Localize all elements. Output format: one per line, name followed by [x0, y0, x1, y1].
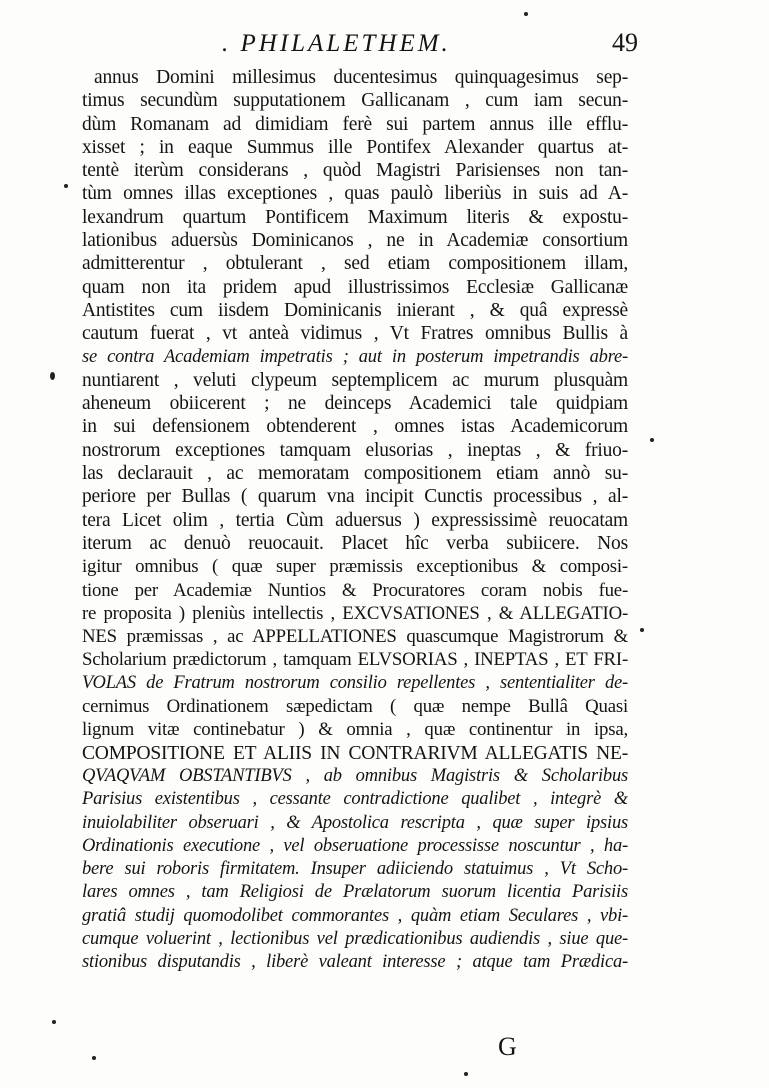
text-line: Ordinationis executione , vel obseruatione processisse noscuntur , ha-: [82, 835, 628, 856]
text-line: stionibus disputandis , liberè valeant interesse ; atque tam Prædica-: [82, 952, 628, 973]
text-line: lignum vitæ continebatur ) & omnia , quæ continentur in ipsa,: [82, 719, 628, 741]
text-line: aheneum obiicerent ; ne deinceps Academici tale quidpiam: [82, 393, 628, 415]
text-line: nuntiarent , veluti clypeum septemplicem ac murum plusquàm: [82, 369, 628, 391]
running-head: . PHILALETHEM.: [222, 30, 451, 57]
text-line: nostrorum exceptiones tamquam elusorias , ineptas , & friuo-: [82, 439, 628, 461]
text-line: xisset ; in eaque Summus ille Pontifex Alexander quartus at-: [82, 136, 628, 158]
text-line: dùm Romanam ad dimidiam ferè sui partem annus ille efflu-: [82, 113, 628, 135]
text-line: re proposita ) pleniùs intellectis , EXCVSATIONES , & ALLEGATIO-: [82, 602, 628, 624]
text-line: cautum fuerat , vt anteà vidimus , Vt Fratres omnibus Bullis à: [82, 323, 628, 345]
text-line: Antistites cum iisdem Dominicanis inierant , & quâ expressè: [82, 299, 628, 321]
text-line: VOLAS de Fratrum nostrorum consilio repellentes , sententialiter de-: [82, 672, 628, 693]
ink-speck: [92, 1056, 96, 1060]
text-line: NES præmissas , ac APPELLATIONES quascumque Magistrorum &: [82, 626, 628, 648]
text-line: COMPOSITIONE ET ALIIS IN CONTRARIVM ALLEGATIS NE-: [82, 742, 628, 764]
text-line: Parisius existentibus , cessante contradictione qualibet , integrè &: [82, 789, 628, 810]
page-header: [82, 26, 642, 66]
ink-speck: [524, 12, 528, 16]
text-line: timus secundùm supputationem Gallicanam , cum iam secun-: [82, 90, 628, 112]
text-line: bere sui roboris firmitatem. Insuper adiiciendo statuimus , Vt Scho-: [82, 859, 628, 880]
ink-speck: [464, 1072, 468, 1076]
text-line: tùm omnes illas exceptiones , quas paulò liberiùs in suis ad A-: [82, 183, 628, 205]
text-line: cumque voluerint , lectionibus vel prædicationibus audiendis , siue que-: [82, 928, 628, 949]
text-line: in sui defensionem obtenderent , omnes istas Academicorum: [82, 416, 628, 438]
page-number: 49: [612, 28, 638, 57]
text-line: QVAQVAM OBSTANTIBVS , ab omnibus Magistris & Scholaribus: [82, 765, 628, 786]
text-line: Scholarium prædictorum , tamquam ELVSORIAS , INEPTAS , ET FRI-: [82, 649, 628, 671]
text-line: gratiâ studij quomodolibet commorantes , quàm etiam Seculares , vbi-: [82, 905, 628, 926]
text-line: periore per Bullas ( quarum vna incipit Cunctis processibus , al-: [82, 486, 628, 508]
text-line: lationibus aduersùs Dominicanos , ne in Academiæ consortium: [82, 230, 628, 252]
ink-speck: [650, 438, 654, 442]
ink-speck: [52, 1020, 56, 1024]
text-line: lares omnes , tam Religiosi de Prælatorum suorum licentia Parisiis: [82, 882, 628, 903]
text-line: iterum ac denuò reuocauit. Placet hîc verba subiicere. Nos: [82, 532, 628, 554]
text-line: igitur omnibus ( quæ super præmissis exceptionibus & composi-: [82, 556, 628, 578]
text-line: lexandrum quartum Pontificem Maximum literis & expostu-: [82, 206, 628, 228]
text-line: inuiolabiliter obseruari , & Apostolica rescripta , quæ super ipsius: [82, 812, 628, 833]
ink-speck: [50, 372, 55, 380]
text-line: quam non ita pridem apud illustrissimos Ecclesiæ Gallicanæ: [82, 276, 628, 298]
text-line: tione per Academiæ Nuntios & Procuratores coram nobis fue-: [82, 579, 628, 601]
text-line: se contra Academiam impetratis ; aut in posterum impetrandis abre-: [82, 346, 628, 367]
text-line: las declarauit , ac memoratam compositionem etiam annò su-: [82, 463, 628, 485]
body-text: [82, 66, 628, 975]
text-line: cernimus Ordinationem sæpedictam ( quæ nempe Bullâ Quasi: [82, 696, 628, 718]
text-line: tera Licet olim , tertia Cùm aduersus ) expressissimè reuocatam: [82, 509, 628, 531]
text-line: tentè iterùm considerans , quòd Magistri Parisienses non tan-: [82, 160, 628, 182]
text-line: admitterentur , obtulerant , sed etiam compositionem illam,: [82, 253, 628, 275]
ink-speck: [640, 628, 644, 632]
signature-mark: G: [498, 1032, 517, 1061]
ink-speck: [64, 184, 68, 188]
text-line: annus Domini millesimus ducentesimus quinquagesimus sep-: [94, 67, 628, 88]
